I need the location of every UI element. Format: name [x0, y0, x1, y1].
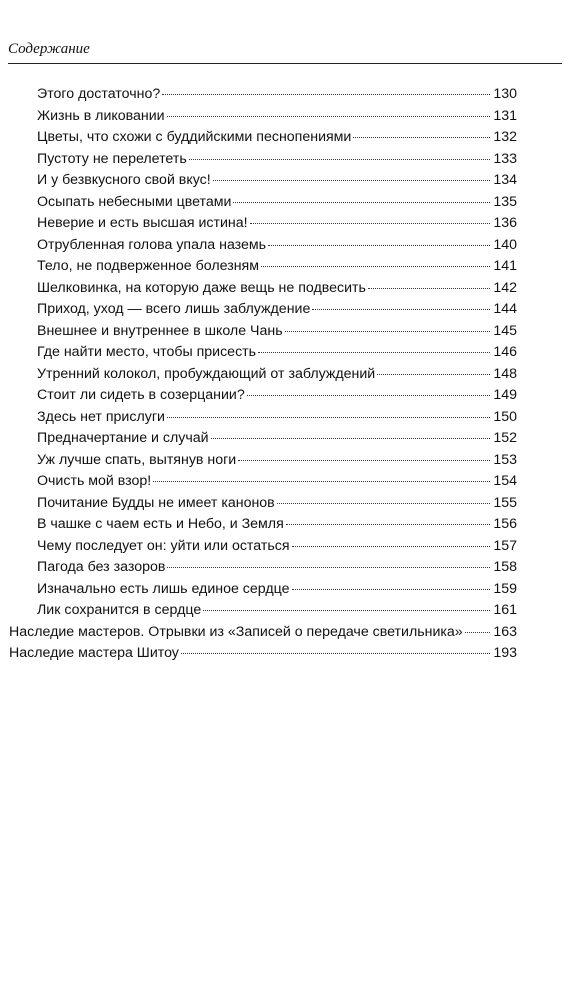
header-rule [8, 63, 562, 64]
toc-part-entry[interactable] [9, 642, 517, 664]
toc-entry[interactable] [37, 212, 517, 234]
toc-entry-page: 159 [493, 580, 517, 597]
toc-entry[interactable] [37, 341, 517, 363]
toc-entry[interactable] [37, 277, 517, 299]
toc-entry-page: 146 [493, 344, 517, 360]
dot-leader [277, 503, 491, 504]
toc-entry-page: 163 [493, 623, 517, 640]
toc-entry-page: 149 [493, 387, 517, 403]
page-header [8, 40, 562, 64]
toc-entry-page: 157 [493, 537, 517, 554]
dot-leader [167, 116, 491, 117]
dot-leader [153, 481, 490, 482]
toc-entry-title: И у безвкусного свой вкус! [37, 172, 211, 188]
toc-entry-page: 153 [493, 451, 517, 468]
toc-entry[interactable] [37, 234, 517, 256]
dot-leader [465, 632, 491, 633]
toc-entry-page: 193 [493, 645, 517, 661]
dot-leader [189, 159, 491, 160]
toc-entry-title: Лик сохранится в сердце [37, 602, 202, 618]
dot-leader [247, 395, 491, 396]
toc-entry-page: 145 [493, 322, 517, 339]
toc-entry[interactable] [37, 427, 517, 449]
running-header-title: Содержание [8, 41, 90, 57]
toc-entry-title: Почитание Будды не имеет канонов [37, 494, 275, 511]
dot-leader [167, 417, 490, 418]
toc-entry-page: 161 [493, 602, 517, 618]
toc-entry-page: 135 [493, 193, 517, 210]
toc-entry-page: 134 [493, 172, 517, 188]
toc-entry[interactable] [37, 599, 517, 621]
toc-entry-title: Стоит ли сидеть в созерцании? [37, 387, 245, 403]
dot-leader [286, 524, 491, 525]
toc-entry-title: Предначертание и случай [37, 430, 209, 446]
dot-leader [312, 309, 490, 310]
toc-entry[interactable] [37, 556, 517, 578]
toc-entry-title: Наследие мастеров. Отрывки из «Записей о передаче светильника» [9, 623, 463, 640]
toc-entry-title: Утренний колокол, пробуждающий от заблуждений [37, 365, 376, 382]
toc-entry-page: 131 [493, 107, 517, 124]
toc-entry[interactable] [37, 384, 517, 406]
toc-entry-page: 150 [493, 408, 517, 425]
toc-entry-title: Этого достаточно? [37, 86, 161, 102]
toc-entry-page: 158 [493, 559, 517, 575]
toc-entry[interactable] [37, 255, 517, 277]
toc-entry-page: 154 [493, 473, 517, 489]
dot-leader [213, 180, 491, 181]
dot-leader [268, 245, 490, 246]
toc-part-entry[interactable] [9, 621, 517, 643]
toc-entry-page: 130 [493, 86, 517, 102]
dot-leader [292, 589, 491, 590]
toc-entry[interactable] [37, 105, 517, 127]
toc-entry-title: Где найти место, чтобы присесть [37, 344, 257, 360]
toc-entry[interactable] [37, 191, 517, 213]
dot-leader [261, 266, 490, 267]
toc-entry-title: Изначально есть лишь единое сердце [37, 580, 290, 597]
toc-entry[interactable] [37, 363, 517, 385]
dot-leader [211, 438, 491, 439]
toc-entry[interactable] [37, 148, 517, 170]
dot-leader [250, 223, 491, 224]
toc-entry-title: Тело, не подверженное болезням [37, 258, 259, 274]
toc-entry-title: Наследие мастера Шитоу [9, 645, 179, 661]
dot-leader [292, 546, 491, 547]
toc-entry[interactable] [37, 83, 517, 105]
toc-entry[interactable] [37, 492, 517, 514]
toc-entry-page: 140 [493, 236, 517, 253]
toc-entry-page: 133 [493, 150, 517, 167]
toc-entry-title: Цветы, что схожи с буддийскими песнопениями [37, 129, 352, 145]
dot-leader [238, 460, 490, 461]
toc-entry-page: 132 [493, 129, 517, 145]
toc-entry-title: Жизнь в ликовании [37, 107, 165, 124]
toc-entry-title: Приход, уход — всего лишь заблуждение [37, 301, 311, 317]
dot-leader [162, 94, 490, 95]
toc-entry-title: Неверие и есть высшая истина! [37, 215, 248, 231]
toc-entry-title: Пагода без зазоров [37, 559, 166, 575]
dot-leader [377, 374, 490, 375]
toc-entry-page: 141 [493, 258, 517, 274]
toc-entry-page: 148 [493, 365, 517, 382]
toc-entry-page: 156 [493, 516, 517, 532]
toc-entry-title: Уж лучше спать, вытянув ноги [37, 451, 237, 468]
dot-leader [258, 352, 490, 353]
toc-entry[interactable] [37, 578, 517, 600]
dot-leader [233, 202, 490, 203]
toc-entry[interactable] [37, 126, 517, 148]
toc-entry[interactable] [37, 470, 517, 492]
toc-entry[interactable] [37, 298, 517, 320]
toc-entry[interactable] [37, 535, 517, 557]
toc-entry-page: 144 [493, 301, 517, 317]
toc-entry-title: Пустоту не перелететь [37, 150, 187, 167]
toc-entry[interactable] [37, 320, 517, 342]
toc-entry-page: 152 [493, 430, 517, 446]
dot-leader [353, 137, 490, 138]
toc-entry-title: Осыпать небесными цветами [37, 193, 232, 210]
toc-entry[interactable] [37, 513, 517, 535]
toc-entry-title: Внешнее и внутреннее в школе Чань [37, 322, 283, 339]
toc-entry-page: 136 [493, 215, 517, 231]
toc-entry-page: 142 [493, 279, 517, 296]
dot-leader [203, 610, 490, 611]
toc-entry-page: 155 [493, 494, 517, 511]
toc-entry-title: В чашке с чаем есть и Небо, и Земля [37, 516, 284, 532]
dot-leader [285, 331, 491, 332]
toc-entry-title: Шелковинка, на которую даже вещь не подвесить [37, 279, 366, 296]
dot-leader [181, 653, 490, 654]
toc-entry[interactable] [37, 449, 517, 471]
toc-entry-title: Здесь нет прислуги [37, 408, 165, 425]
toc-entry[interactable] [37, 169, 517, 191]
dot-leader [368, 288, 490, 289]
toc-entry-title: Очисть мой взор! [37, 473, 152, 489]
toc-entry-title: Чему последует он: уйти или остаться [37, 537, 290, 554]
toc-entry[interactable] [37, 406, 517, 428]
toc-entry-title: Отрубленная голова упала наземь [37, 236, 267, 253]
dot-leader [167, 567, 490, 568]
